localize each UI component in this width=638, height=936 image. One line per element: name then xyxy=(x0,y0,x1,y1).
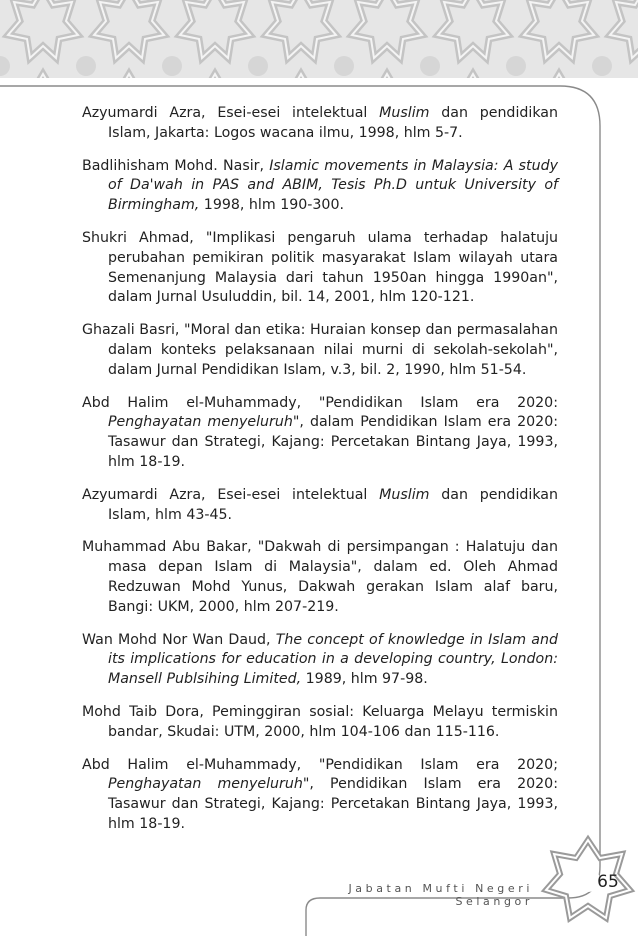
reference-italic-text: Muslim xyxy=(379,486,430,503)
publisher-footer: Jabatan Mufti Negeri Selangor xyxy=(348,882,533,908)
reference-text: ", Pendidikan Islam era 2020: Tasawur dan Strategi, Kajang: Percetakan Bintang Jaya, 1993, hlm 18-19. xyxy=(108,776,558,832)
reference-entry xyxy=(82,538,558,617)
reference-entry xyxy=(82,703,558,743)
reference-text: Wan Mohd Nor Wan Daud, xyxy=(82,631,276,648)
reference-italic-text: Penghayatan menyeluruh xyxy=(108,776,303,793)
reference-text: Abd Halim el-Muhammady, "Pendidikan Islam era 2020: xyxy=(82,394,558,411)
reference-text: ", dalam Pendidikan Islam era 2020: Tasawur dan Strategi, Kajang: Percetakan Bintang Jaya, 1993, hlm 18-19. xyxy=(108,414,559,470)
reference-text: Ghazali Basri, "Moral dan etika: Huraian konsep dan permasalahan dalam konteks pelaksanaan nilai murni di sekolah-sekolah", dalam Jurnal Pendidikan Islam, v.3, bil. 2, 1990, hlm 51-54. xyxy=(82,322,558,378)
reference-text: dan pendidikan Islam, hlm 43-45. xyxy=(108,486,558,523)
reference-list xyxy=(82,104,558,848)
reference-text: 1989, hlm 97-98. xyxy=(301,671,428,688)
reference-text: Muhammad Abu Bakar, "Dakwah di persimpangan : Halatuju dan masa depan Islam di Malaysia", dalam ed. Oleh Ahmad Redzuwan Mohd Yunus, Dakwah gerakan Islam alaf baru, Bangi: UKM, 2000, hlm 207-219. xyxy=(82,539,558,615)
reference-entry xyxy=(82,394,558,473)
reference-italic-text: Muslim xyxy=(379,105,430,121)
reference-entry xyxy=(82,104,558,144)
reference-entry xyxy=(82,756,558,835)
reference-entry xyxy=(82,157,558,216)
reference-entry xyxy=(82,486,558,526)
page-number: 65 xyxy=(597,872,619,892)
reference-text: Badlihisham Mohd. Nasir, xyxy=(82,157,270,174)
reference-italic-text: Penghayatan menyeluruh xyxy=(108,414,293,431)
reference-text: Mohd Taib Dora, Peminggiran sosial: Keluarga Melayu termiskin bandar, Skudai: UTM, 2000, hlm 104-106 dan 115-116. xyxy=(82,703,558,740)
reference-entry xyxy=(82,321,558,380)
reference-italic-text: The concept of knowledge in Islam and its implications for education in a developing country, London: Mansell Publsihing Limited, xyxy=(108,631,558,688)
reference-text: Abd Halim el-Muhammady, "Pendidikan Islam era 2020; xyxy=(82,756,558,773)
reference-text: Shukri Ahmad, "Implikasi pengaruh ulama terhadap halatuju perubahan pemikiran politik masyarakat Islam wilayah utara Semenanjung Malaysia dari tahun 1950an hingga 1990an", dalam Jurnal Usuluddin, bil. 14, 2001, hlm 120-121. xyxy=(82,229,558,306)
reference-text: Azyumardi Azra, Esei-esei intelektual xyxy=(82,105,380,121)
reference-text: dan pendidikan Islam, Jakarta: Logos wacana ilmu, 1998, hlm 5-7. xyxy=(108,105,558,141)
reference-text: Azyumardi Azra, Esei-esei intelektual xyxy=(82,486,380,503)
header-pattern-band xyxy=(0,0,638,78)
reference-italic-text: Islamic movements in Malaysia: A study of Da'wah in PAS and ABIM, Tesis Ph.D untuk University of Birmingham, xyxy=(108,157,558,214)
reference-entry xyxy=(82,229,558,308)
star-pattern-icon xyxy=(0,0,638,78)
reference-entry xyxy=(82,631,558,690)
reference-text: 1998, hlm 190-300. xyxy=(199,197,344,214)
